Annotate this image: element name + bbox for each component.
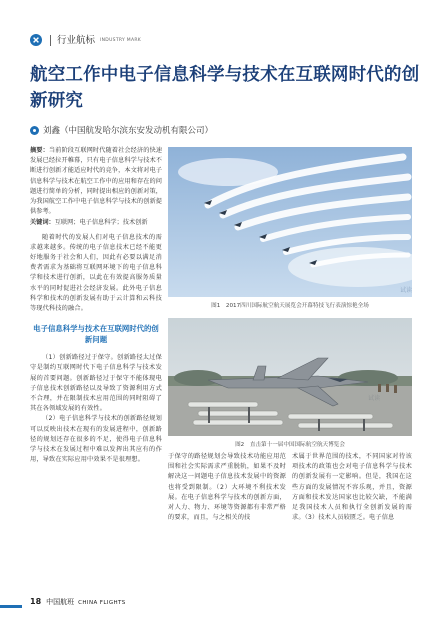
column-name: 行业航标	[50, 35, 95, 46]
right-column	[292, 452, 412, 523]
airshow-ground-display-image	[168, 318, 412, 436]
figure-2-photo	[168, 318, 412, 436]
section-heading: 电子信息科学与技术在互联网时代的创新问题	[33, 324, 159, 345]
middle-column-text: 于保守的路径规划会导致技术功能应用范围和社会实际需求严重脱轨，如果不及时解决这一问题电子信息技术发展中的资源也将受到限制。（2）大环境不利技术发展。在电子信息科学与技术的创新方面，对人力、物力、环境等资源都有非常严格的要求，而且，与之相关的技	[168, 453, 286, 522]
abstract-text: 当前阶段互联网时代随着社会经济的快速发展已经拉开帷幕，只有电子信息科学与技术不断进行创新才能适应时代的竞争，本文将对电子信息科学与技术在航空工作中的应用和存在的问题进行简单的分析，同时提出相应的创新对策，为我国航空工作中电子信息科学与技术的创新提供参考。	[30, 147, 163, 216]
svg-text:试读: 试读	[368, 395, 381, 402]
figure-1-caption: 图1 2017四川国际航空航天展览会开幕特技飞行表演惊艳全场	[211, 303, 369, 309]
column-header	[30, 33, 141, 47]
article-title: 航空工作中电子信息科学与技术在互联网时代的创新研究	[30, 65, 420, 111]
middle-column	[168, 452, 286, 523]
right-column-text: 术属于世界范围的技术，不同国家对待该项技术的政策也会对电子信息科学与技术的创新发展有一定影响。但是，我国在这些方面的发展情况不容乐观，并且，资源方面和技术发达国家也比较欠缺，不能满足我国技术人员和执行全创新发展的需求。（3）技术人员较匮乏。电子信息	[292, 453, 412, 522]
abstract	[30, 146, 162, 217]
author-line	[30, 124, 213, 136]
paragraph-2: （2）电子信息科学与技术的创新路径规划可以反映出技术在现有的发展进程中，创新路径的规划还存在很多的不足，使得电子信息科学与技术在发展过程中难以发挥出其应有的作用，导致在实际应用中效果不是很理想。	[30, 415, 162, 464]
author-name: 刘鑫（中国航发哈尔滨东安发动机有限公司）	[43, 126, 214, 136]
column-logo-icon	[30, 34, 42, 46]
footer-accent-bar	[0, 605, 22, 608]
svg-text:试读: 试读	[400, 287, 412, 294]
keywords-label: 关键词：	[30, 219, 55, 227]
figure-1-photo	[168, 147, 412, 297]
left-column	[30, 146, 162, 465]
paragraph-1: （1）创新路径过于保守。创新路径太过保守是制约互联网时代下电子信息科学与技术发展的首要问题。创新路径过于保守不能体现电子信息技术创新路径以及导致了资源利用方式不合理，并在限制技术应用范围的同时阻碍了其在各领域发展的有效性。	[30, 354, 162, 413]
abstract-label: 摘要：	[30, 147, 49, 154]
page-footer	[30, 597, 126, 607]
journal-name: 中国航班	[46, 598, 75, 606]
intro-paragraph: 随着时代的发展人们对电子信息技术的需求越来越多。传统的电子信息技术已经不能更好地服务于社会和人们，因此有必要以满足消费者需求为基础将互联网环境下的电子信息科学和技术进行创新，以此在有效提高服务质量水平的同时促进社会经济发展。此外电子信息科学和技术的创新发展有助于云计算和云科技等现代科技的融合。	[30, 233, 162, 313]
aerobatic-display-image	[168, 147, 412, 297]
figure-2-caption: 图2 直击第十一届中国国际航空航天博览会	[235, 442, 345, 448]
keywords	[30, 218, 162, 228]
page-number: 18	[30, 597, 42, 606]
author-icon	[30, 126, 39, 135]
journal-name-en: CHINA FLIGHTS	[78, 600, 126, 606]
column-name-en: INDUSTRY MARK	[100, 37, 142, 43]
keywords-text: 互联网；电子信息科学；技术创新	[54, 219, 148, 227]
